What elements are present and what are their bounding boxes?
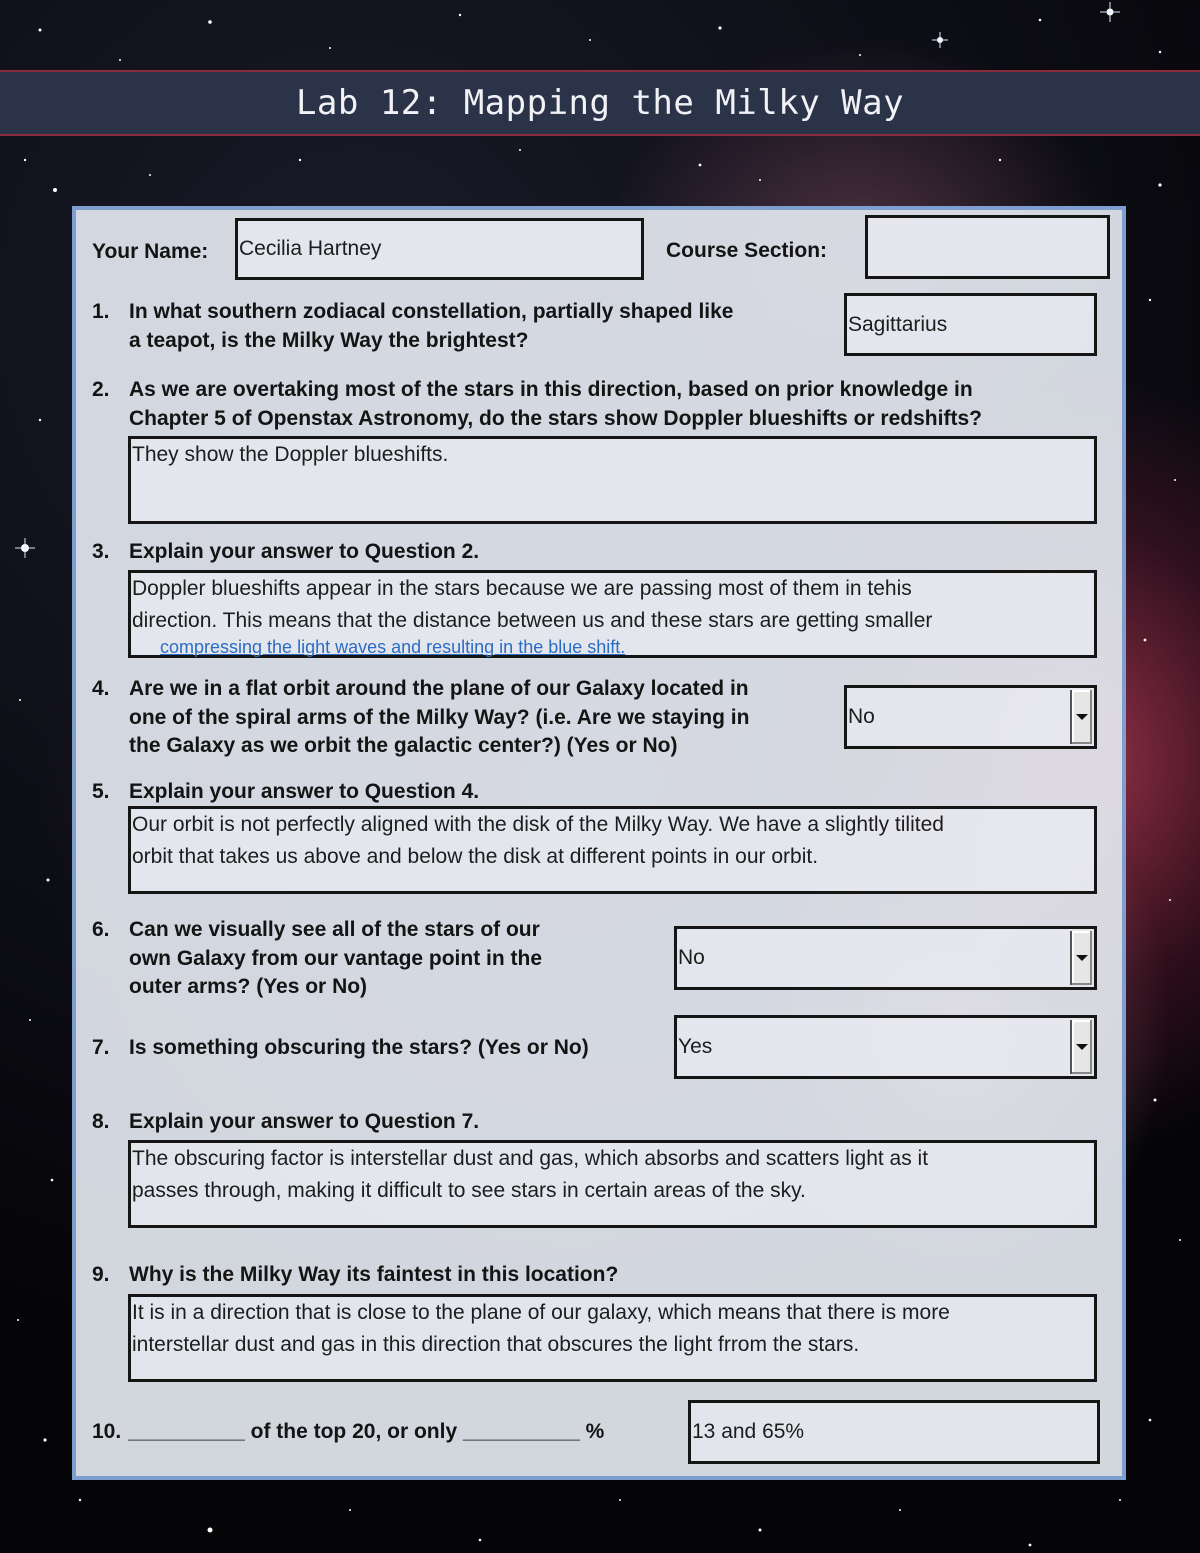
question-2-line-1: As we are overtaking most of the stars in this direction, based on prior knowledge in	[129, 378, 973, 401]
question-2-number: 2.	[92, 378, 110, 401]
answer-9-field[interactable]	[128, 1294, 1097, 1382]
question-6-line-2: own Galaxy from our vantage point in the	[129, 946, 543, 970]
question-6-line-1: Can we visually see all of the stars of our	[129, 918, 540, 941]
answer-3-overflow-text: compressing the light waves and resulting in the blue shift.	[160, 637, 626, 657]
page-title: Lab 12: Mapping the Milky Way	[295, 83, 905, 123]
answer-7-value: Yes	[678, 1035, 713, 1058]
chevron-down-icon[interactable]	[1070, 931, 1092, 985]
question-4-line-2: one of the spiral arms of the Milky Way? (i.e. Are we staying in	[129, 705, 750, 729]
answer-4-dropdown[interactable]	[844, 685, 1097, 749]
name-value: Cecilia Hartney	[239, 237, 382, 260]
question-1-number: 1.	[92, 300, 110, 323]
question-10-line-1: __________ of the top 20, or only __________ %	[128, 1420, 605, 1443]
answer-3-line-2: direction. This means that the distance between us and these stars are getting smaller	[132, 609, 933, 632]
chevron-down-icon[interactable]	[1070, 1020, 1092, 1074]
name-field[interactable]	[235, 218, 644, 280]
question-3-number: 3.	[92, 540, 110, 563]
answer-3-line-1: Doppler blueshifts appear in the stars because we are passing most of them in tehis	[132, 577, 912, 600]
question-5-number: 5.	[92, 780, 110, 803]
answer-3-field[interactable]	[128, 570, 1097, 658]
answer-9-line-2: interstellar dust and gas in this direction that obscures the light frrom the stars.	[132, 1333, 860, 1356]
question-9-number: 9.	[92, 1263, 110, 1286]
answer-10-value: 13 and 65%	[692, 1420, 805, 1443]
question-6-number: 6.	[92, 918, 110, 941]
question-5-line-1: Explain your answer to Question 4.	[129, 780, 480, 803]
question-4-line-1: Are we in a flat orbit around the plane of our Galaxy located in	[129, 677, 749, 700]
answer-1-value: Sagittarius	[848, 313, 948, 336]
question-4-line-3: the Galaxy as we orbit the galactic center?) (Yes or No)	[129, 734, 678, 757]
answer-10-field[interactable]	[688, 1400, 1100, 1464]
answer-5-line-1: Our orbit is not perfectly aligned with the disk of the Milky Way. We have a slightly tilited	[132, 813, 944, 836]
title-bar	[0, 70, 1200, 136]
course-section-label: Course Section:	[666, 239, 828, 262]
name-label: Your Name:	[92, 240, 209, 263]
answer-9-line-1: It is in a direction that is close to the plane of our galaxy, which means that there is more	[132, 1301, 950, 1324]
answer-7-dropdown[interactable]	[674, 1015, 1097, 1079]
question-2-line-2: Chapter 5 of Openstax Astronomy, do the stars show Doppler blueshifts or redshifts?	[129, 406, 982, 430]
question-7-number: 7.	[92, 1036, 110, 1059]
question-3-line-1: Explain your answer to Question 2.	[129, 540, 480, 563]
question-7-line-1: Is something obscuring the stars? (Yes or No)	[129, 1036, 589, 1059]
answer-1-field[interactable]	[844, 293, 1097, 356]
chevron-down-icon[interactable]	[1070, 690, 1092, 744]
question-10-number: 10.	[92, 1420, 122, 1443]
worksheet-panel	[72, 206, 1126, 1480]
answer-6-value: No	[678, 946, 705, 969]
answer-4-value: No	[848, 705, 875, 728]
answer-6-dropdown[interactable]	[674, 926, 1097, 990]
question-6-line-3: outer arms? (Yes or No)	[129, 975, 368, 998]
question-8-line-1: Explain your answer to Question 7.	[129, 1110, 480, 1133]
question-9-line-1: Why is the Milky Way its faintest in this location?	[129, 1263, 619, 1286]
answer-2-line-1: They show the Doppler blueshifts.	[132, 443, 449, 466]
question-4-number: 4.	[92, 677, 110, 700]
question-8-number: 8.	[92, 1110, 110, 1133]
question-1-line-2: a teapot, is the Milky Way the brightest?	[129, 328, 529, 352]
answer-5-line-2: orbit that takes us above and below the disk at different points in our orbit.	[132, 845, 819, 868]
answer-8-line-1: The obscuring factor is interstellar dust and gas, which absorbs and scatters light as it	[132, 1147, 929, 1170]
answer-2-field[interactable]	[128, 436, 1097, 524]
answer-5-field[interactable]	[128, 806, 1097, 894]
question-1-line-1: In what southern zodiacal constellation, partially shaped like	[129, 300, 734, 323]
answer-8-line-2: passes through, making it difficult to see stars in certain areas of the sky.	[132, 1179, 806, 1202]
answer-8-field[interactable]	[128, 1140, 1097, 1228]
course-section-field[interactable]	[865, 215, 1110, 279]
